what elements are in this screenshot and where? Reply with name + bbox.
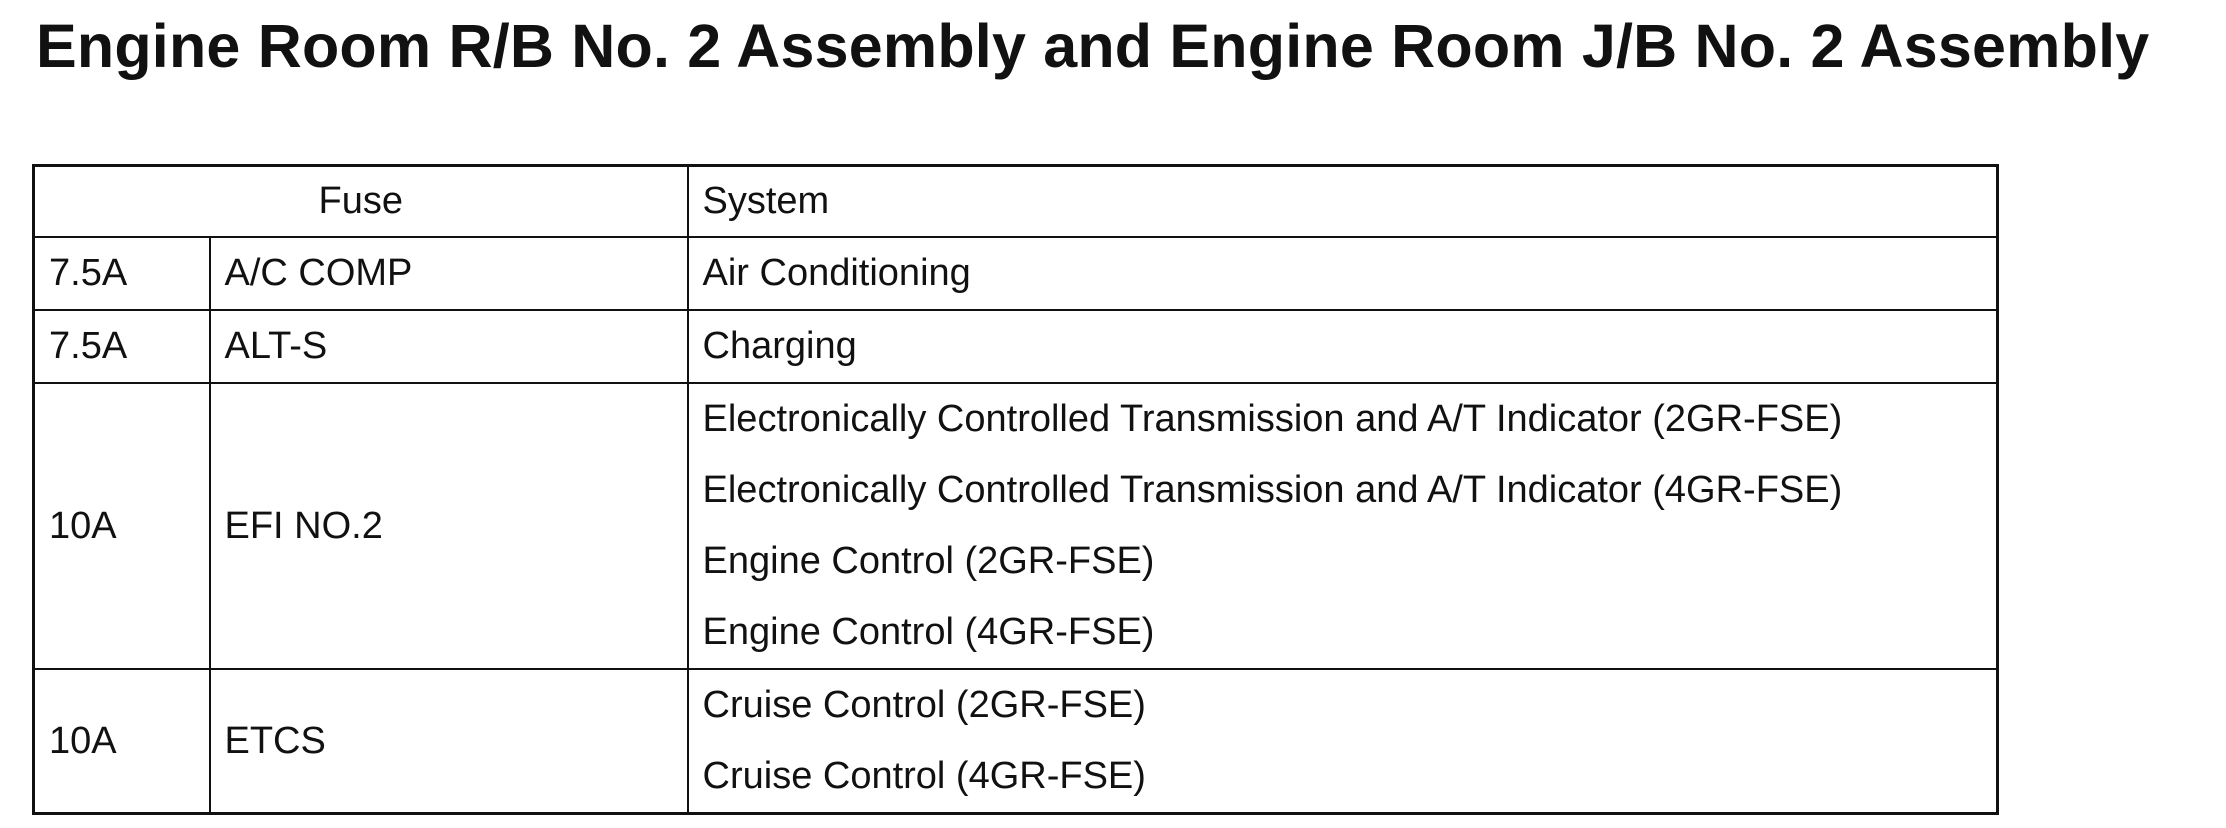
fuse-name: ETCS <box>210 669 688 814</box>
system-cell <box>688 310 1998 383</box>
system-entry: Air Conditioning <box>702 252 971 294</box>
table-row <box>34 669 1998 814</box>
page-title: Engine Room R/B No. 2 Assembly and Engine Room J/B No. 2 Assembly <box>36 12 2150 80</box>
fuse-name: A/C COMP <box>210 237 688 310</box>
system-entry: Charging <box>702 325 857 367</box>
system-entry: Cruise Control (4GR-FSE) <box>702 755 1146 797</box>
system-cell <box>688 383 1998 669</box>
fuse-amperage: 10A <box>34 669 210 814</box>
fuse-table <box>32 164 1999 815</box>
system-entry: Electronically Controlled Transmission and A/T Indicator (2GR-FSE) <box>702 398 1843 440</box>
fuse-amperage: 7.5A <box>34 310 210 383</box>
fuse-name: ALT-S <box>210 310 688 383</box>
fuse-amperage: 10A <box>34 383 210 669</box>
fuse-name: EFI NO.2 <box>210 383 688 669</box>
table-row <box>34 237 1998 310</box>
system-cell <box>688 237 1998 310</box>
system-entry: Engine Control (4GR-FSE) <box>702 611 1155 653</box>
table-row <box>34 310 1998 383</box>
fuse-amperage: 7.5A <box>34 237 210 310</box>
system-entry: Engine Control (2GR-FSE) <box>702 540 1155 582</box>
system-entry: Electronically Controlled Transmission and A/T Indicator (4GR-FSE) <box>702 469 1843 511</box>
system-column-header: System <box>688 166 1998 238</box>
fuse-column-header: Fuse <box>34 166 688 238</box>
system-entry: Cruise Control (2GR-FSE) <box>702 684 1146 726</box>
system-cell <box>688 669 1998 814</box>
table-row <box>34 383 1998 669</box>
table-header-row <box>34 166 1998 238</box>
